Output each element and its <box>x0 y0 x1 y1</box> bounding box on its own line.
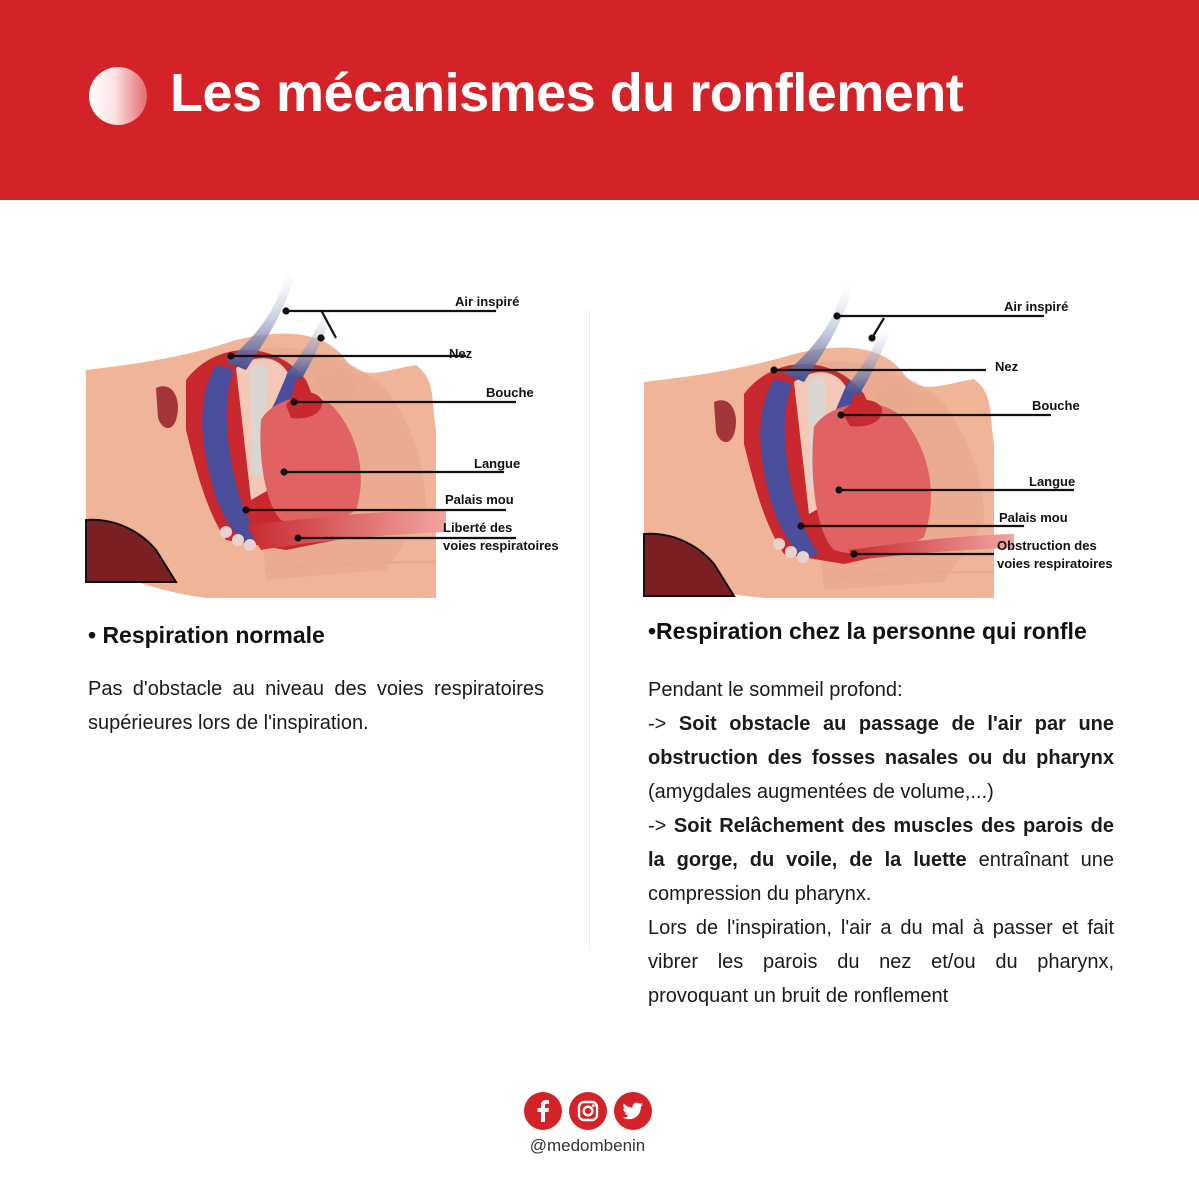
label-palais-mou: Palais mou <box>445 492 514 507</box>
cause-1-bold: Soit obstacle au passage de l'air par une obstruction des fosses nasales ou du pharynx <box>648 713 1114 769</box>
label-nez: Nez <box>995 359 1019 374</box>
description-normal-text: Pas d'obstacle au niveau des voies respiratoires supérieures lors de l'inspiration. <box>88 678 544 734</box>
section-title-normal: • Respiration normale <box>88 622 325 648</box>
cause-1-prefix: -> <box>648 713 679 735</box>
social-links <box>524 1092 654 1132</box>
label-bouche: Bouche <box>486 385 534 400</box>
cause-1-rest: (amygdales augmentées de volume,...) <box>648 781 994 803</box>
label-nez: Nez <box>449 346 473 361</box>
label-air-inspire: Air inspiré <box>1004 299 1069 314</box>
label-voies-line1: Obstruction des <box>997 538 1097 553</box>
label-palais-mou: Palais mou <box>999 510 1068 525</box>
social-handle[interactable]: @medombenin <box>529 1136 646 1155</box>
label-langue: Langue <box>474 456 521 471</box>
description-cause-2 <box>648 809 1114 911</box>
label-bouche: Bouche <box>1032 398 1080 413</box>
header-banner <box>0 0 1199 200</box>
description-intro: Pendant le sommeil profond: <box>648 679 903 701</box>
description-cause-1 <box>648 707 1114 809</box>
instagram-icon[interactable] <box>569 1092 607 1130</box>
illustration-snoring-breathing <box>644 282 1124 602</box>
column-divider <box>589 310 590 950</box>
illustration-normal-breathing <box>86 270 559 600</box>
facebook-icon[interactable] <box>524 1092 562 1130</box>
label-air-inspire: Air inspiré <box>455 294 520 309</box>
label-langue: Langue <box>1029 474 1076 489</box>
cause-2-rest: entraînant une compression du pharynx. <box>648 849 1114 905</box>
twitter-icon[interactable] <box>614 1092 652 1130</box>
label-voies-line2: voies respiratoires <box>997 556 1113 571</box>
description-snoring <box>648 673 1114 1013</box>
section-title-snoring: •Respiration chez la personne qui ronfle <box>648 618 1087 644</box>
description-effect: Lors de l'inspiration, l'air a du mal à passer et fait vibrer les parois du nez et/ou du pharynx, provoquant un bruit de ronflement <box>648 917 1114 1007</box>
label-voies-line1: Liberté des <box>443 520 513 535</box>
page-title: Les mécanismes du ronflement <box>170 63 964 123</box>
cause-2-bold: Soit Relâchement des muscles des parois de la gorge, du voile, de la luette <box>648 815 1114 871</box>
label-voies-line2: voies respiratoires <box>443 538 559 553</box>
title-bullet-icon <box>89 67 147 125</box>
cause-2-prefix: -> <box>648 815 674 837</box>
description-normal <box>88 672 544 740</box>
